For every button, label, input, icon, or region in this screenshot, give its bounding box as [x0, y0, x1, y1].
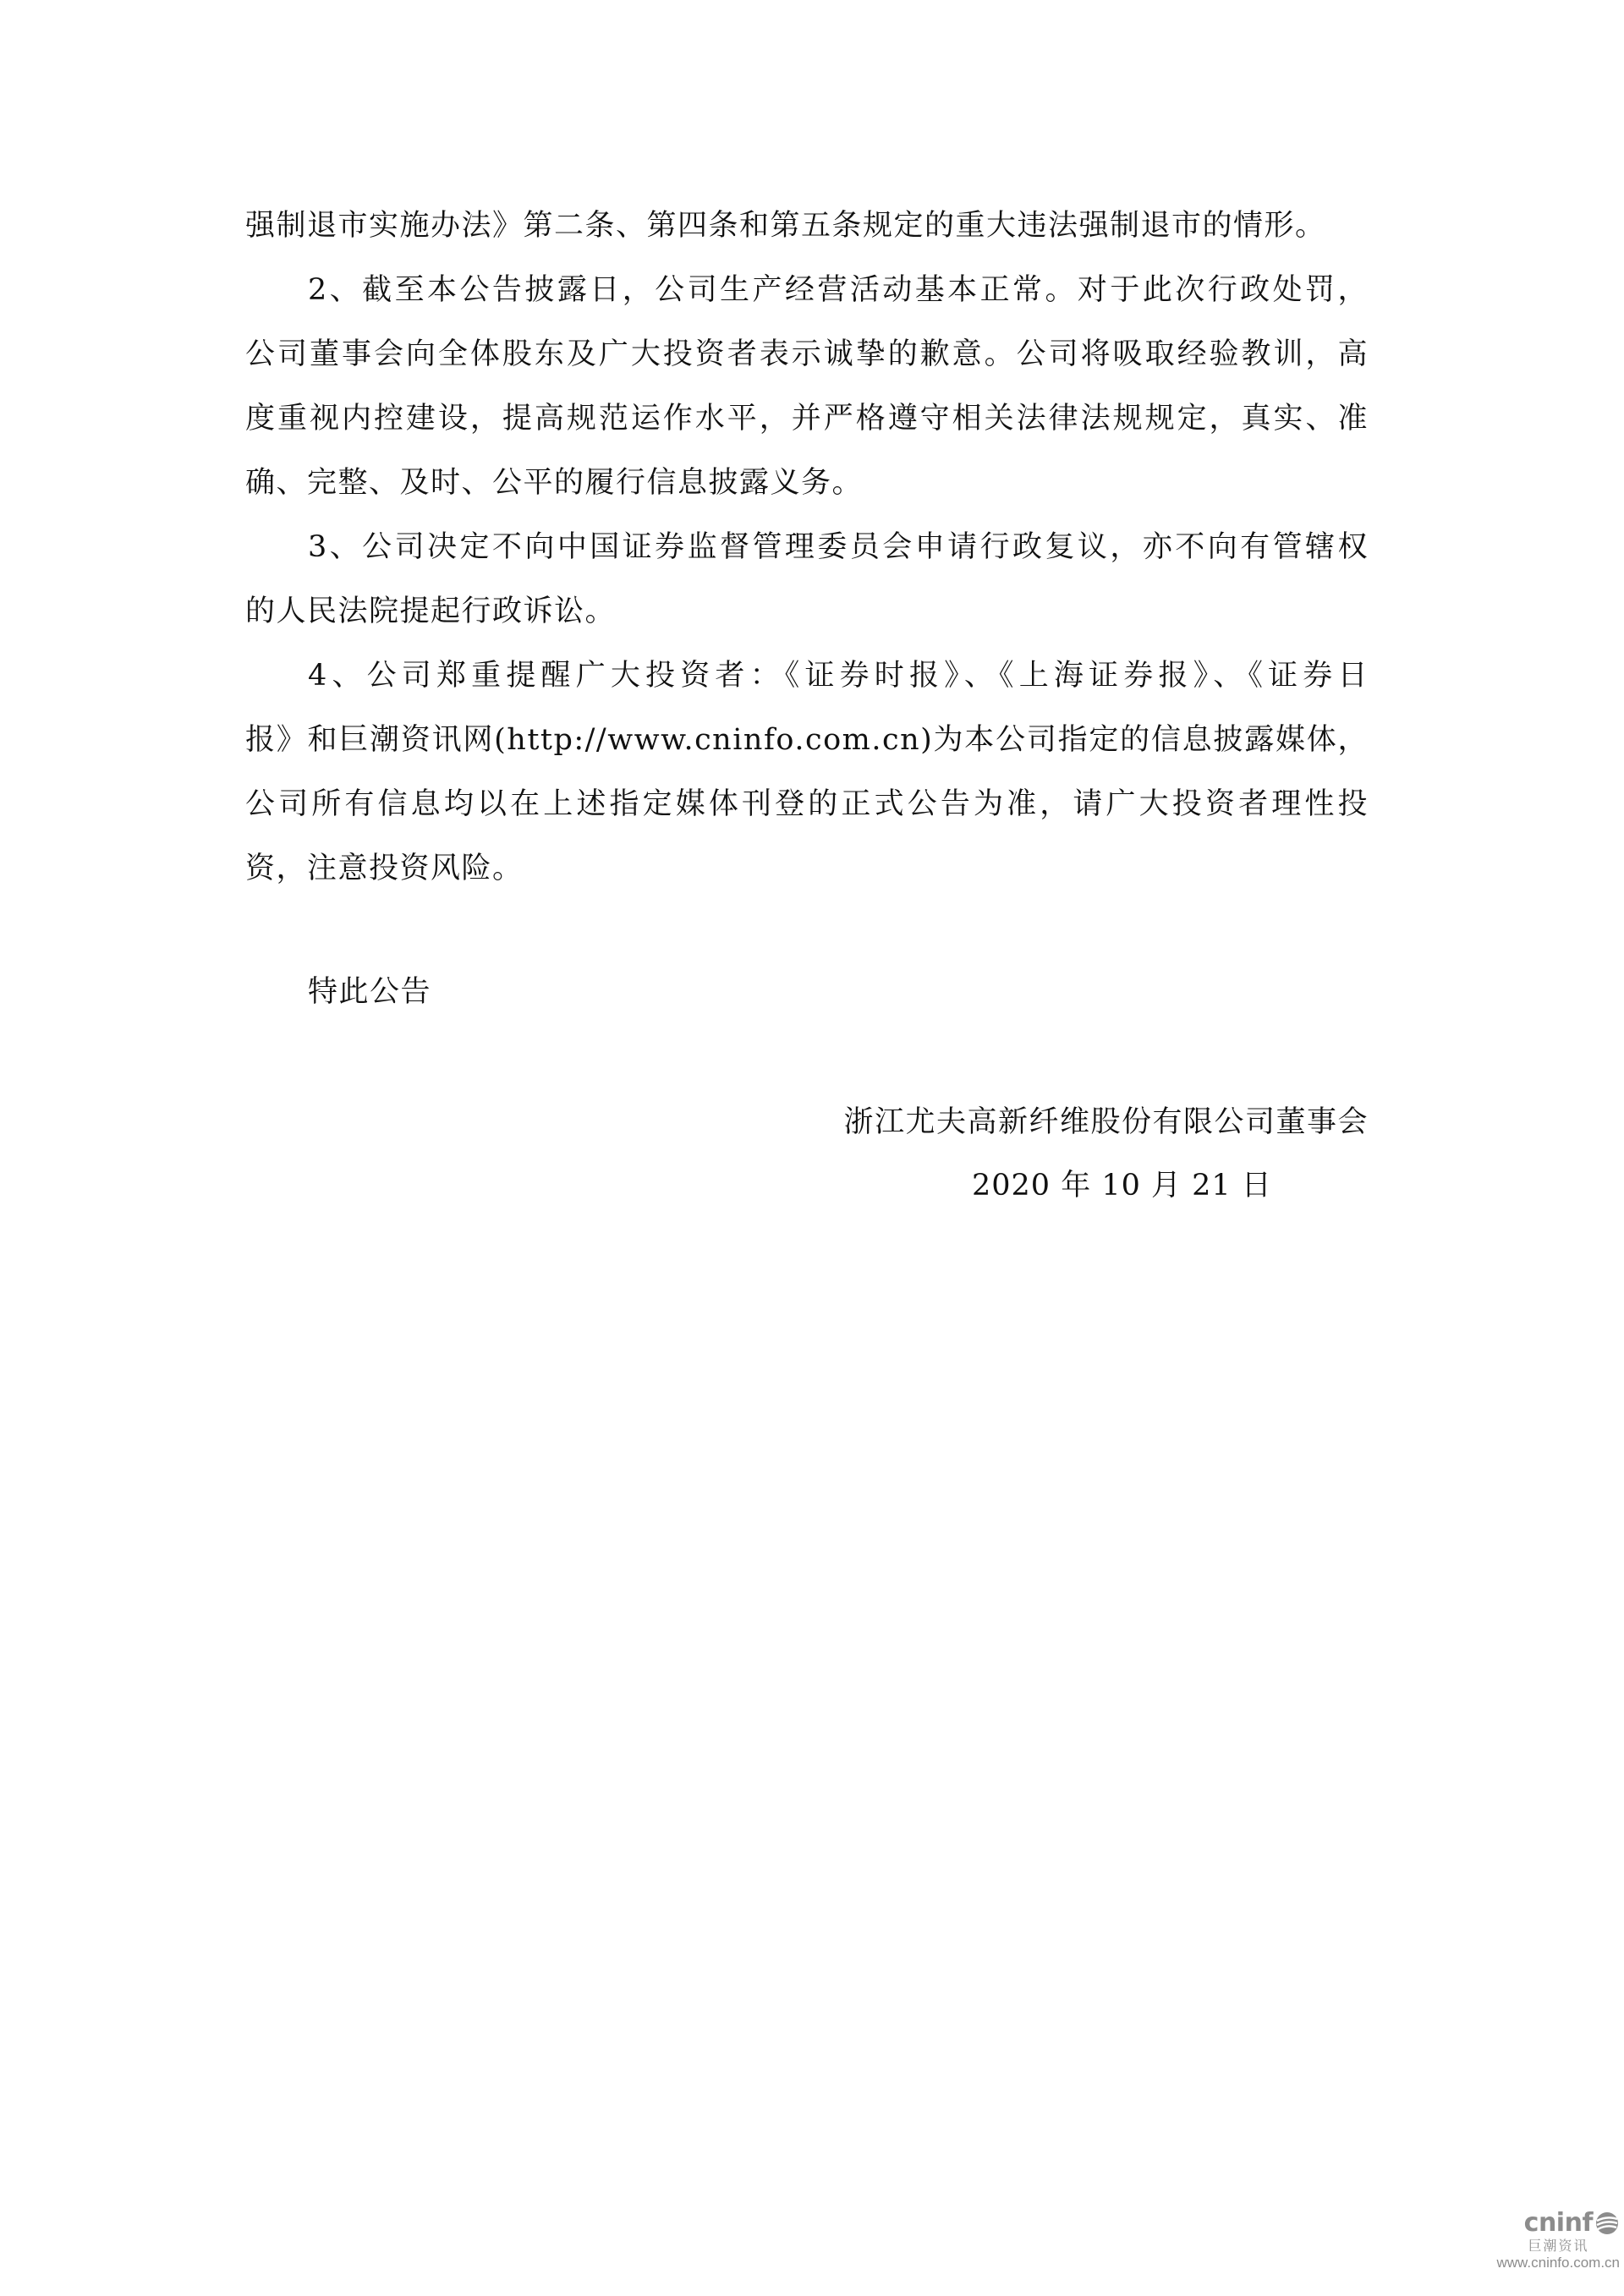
cninfo-watermark — [1472, 2209, 1620, 2293]
paragraph-line: 度重视内控建设，提高规范运作水平，并严格遵守相关法律法规规定，真实、准 — [245, 402, 1369, 436]
paragraph-line: 报》和巨潮资讯网(http://www.cninfo.com.cn)为本公司指定的信息披露媒体， — [245, 723, 1369, 757]
paragraph-line: 公司董事会向全体股东及广大投资者表示诚挚的歉意。公司将吸取经验教训，高 — [245, 337, 1369, 371]
signatory: 浙江尤夫高新纤维股份有限公司董事会 — [843, 1105, 1369, 1139]
watermark-url: www.cninfo.com.cn — [1496, 2255, 1620, 2271]
paragraph-line: 的人民法院提起行政诉讼。 — [245, 595, 617, 628]
closing-statement: 特此公告 — [308, 975, 432, 1009]
paragraph-line: 资，注意投资风险。 — [245, 852, 524, 885]
paragraph-line: 确、完整、及时、公平的履行信息披露义务。 — [245, 466, 864, 500]
watermark-brand: cninf — [1523, 2208, 1593, 2238]
paragraph-line: 强制退市实施办法》第二条、第四条和第五条规定的重大违法强制退市的情形。 — [245, 209, 1326, 243]
watermark-name-cn: 巨潮资讯 — [1528, 2238, 1589, 2254]
cninfo-globe-icon — [1594, 2211, 1620, 2236]
paragraph-line: 4、公司郑重提醒广大投资者：《证券时报》、《上海证券报》、《证券日 — [308, 659, 1369, 693]
paragraph-line: 3、公司决定不向中国证券监督管理委员会申请行政复议，亦不向有管辖权 — [308, 530, 1369, 564]
announcement-date: 2020 年 10 月 21 日 — [972, 1169, 1272, 1203]
paragraph-line: 公司所有信息均以在上述指定媒体刊登的正式公告为准，请广大投资者理性投 — [245, 787, 1369, 821]
paragraph-line: 2、截至本公告披露日，公司生产经营活动基本正常。对于此次行政处罚， — [308, 273, 1369, 307]
